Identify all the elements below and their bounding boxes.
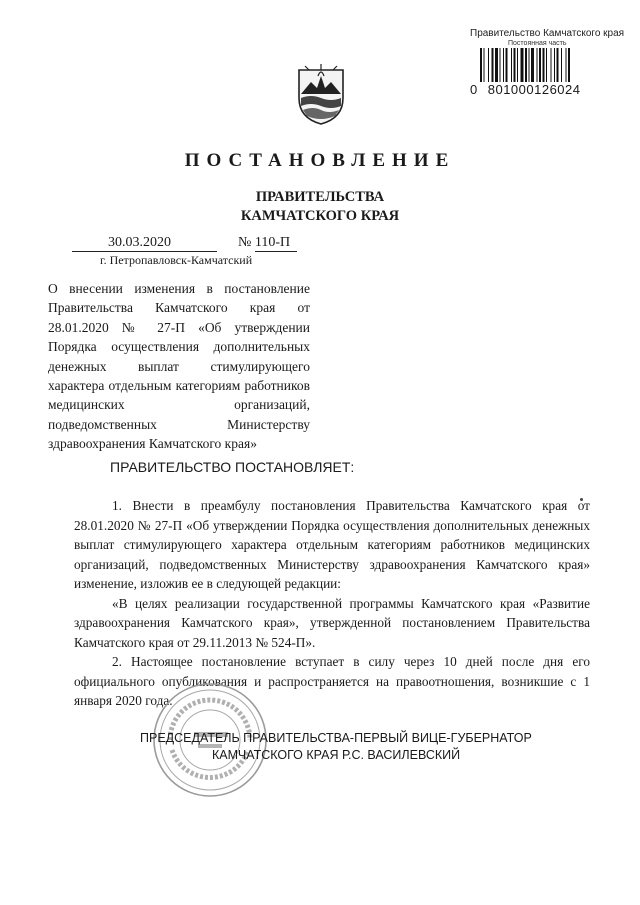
- header-organization: Правительство Камчатского края: [470, 28, 625, 39]
- barcode-lead-digit: 0: [470, 82, 478, 97]
- issuer-line-2: КАМЧАТСКОГО КРАЯ: [240, 208, 400, 224]
- barcode-caption: Постоянная часть: [508, 40, 567, 47]
- document-subject: О внесении изменения в постановление Правительства Камчатского края от 28.01.2020 № 27-П «Об утверждении Порядка осуществления дополнительных денежных выплат стимулирующего характера отдельным категориям работников медицинских организаций, подведомственных Министерству здравоохранения Камчатского края»: [48, 281, 310, 452]
- number-underline: [255, 251, 297, 252]
- barcode-number: [470, 82, 581, 97]
- body-paragraph-2: «В целях реализации государственной программы Камчатского края «Развитие здравоохранения Камчатского края», утвержденной постановлением Правительства Камчатского края от 29.11.2013 № 524-П».: [74, 595, 590, 650]
- document-type: ПОСТАНОВЛЕНИЕ: [184, 150, 456, 171]
- document-date: 30.03.2020: [108, 235, 171, 250]
- barcode-icon: [480, 48, 620, 82]
- body-paragraph-1: 1. Внести в преамбулу постановления Правительства Камчатского края от 28.01.2020 № 27-П «Об утверждении Порядка осуществления дополнительных денежных выплат стимулирующего характера отдельным категориям работников медицинских организаций, подведомственных Министерству здравоохранения Камчатского края» изменение, изложив ее в следующей редакции:: [74, 498, 590, 591]
- signature-line-2: КАМЧАТСКОГО КРАЯ Р.С. ВАСИЛЕВСКИЙ: [212, 748, 461, 762]
- document-number: № 110-П: [238, 235, 291, 250]
- body-paragraph-3: 2. Настоящее постановление вступает в силу через 10 дней после дня его официального опубликования и распространяется на правоотношения, возникшие с 1 января 2020 года.: [74, 654, 590, 708]
- document-city: г. Петропавловск-Камчатский: [100, 253, 253, 267]
- date-underline: [72, 251, 217, 252]
- barcode-block: [470, 40, 622, 100]
- document-body: [74, 496, 590, 711]
- signature-line-1: ПРЕДСЕДАТЕЛЬ ПРАВИТЕЛЬСТВА-ПЕРВЫЙ ВИЦЕ-ГУБЕРНАТОР: [140, 731, 532, 745]
- barcode-digits: 801000126024: [487, 82, 581, 97]
- kamchatka-coat-of-arms-icon: [295, 64, 347, 126]
- issuer-line-1: ПРАВИТЕЛЬСТВА: [255, 189, 385, 205]
- issuer-block: [0, 188, 640, 226]
- decree-heading: ПРАВИТЕЛЬСТВО ПОСТАНОВЛЯЕТ:: [110, 459, 355, 475]
- signature-block: [140, 730, 560, 764]
